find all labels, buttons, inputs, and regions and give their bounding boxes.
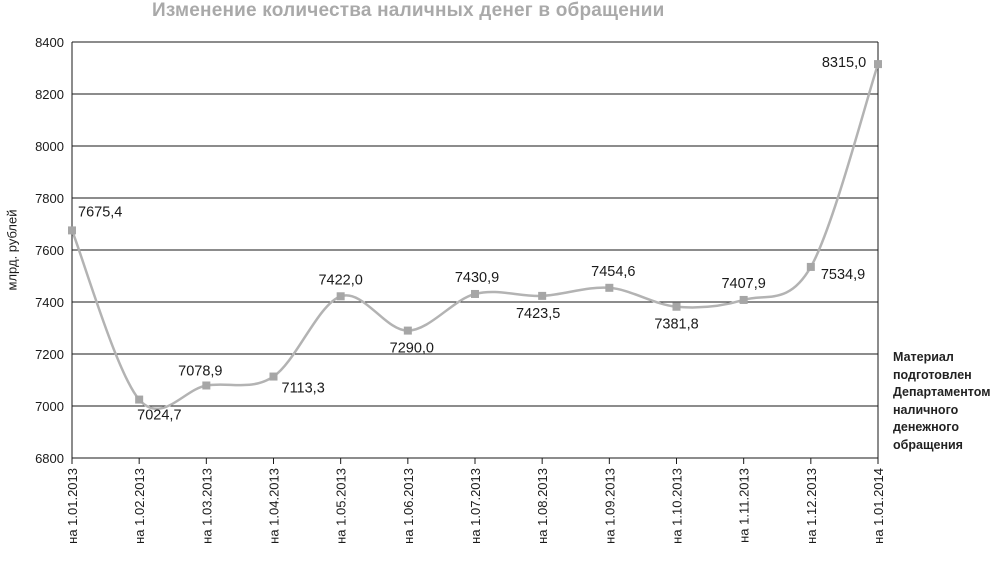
data-point <box>807 263 815 271</box>
data-point <box>404 327 412 335</box>
x-tick-label: на 1.01.2013 <box>65 468 80 544</box>
y-tick-label: 7400 <box>35 295 64 310</box>
chart-title: Изменение количества наличных денег в обращении <box>152 0 665 21</box>
data-label: 7454,6 <box>591 263 636 280</box>
data-label: 7407,9 <box>721 275 766 292</box>
x-tick-labels <box>65 458 886 544</box>
y-tick-label: 8000 <box>35 139 64 154</box>
data-point <box>538 292 546 300</box>
data-label: 7422,0 <box>318 272 363 289</box>
note-line: наличного <box>893 402 959 417</box>
note-line: Материал <box>893 350 954 364</box>
data-point <box>605 284 613 292</box>
x-tick-label: на 1.05.2013 <box>333 468 349 544</box>
data-label: 7534,9 <box>820 266 866 283</box>
x-tick-label: на 1.04.2013 <box>266 468 282 544</box>
data-point <box>337 292 345 300</box>
x-tick-label: на 1.02.2013 <box>132 468 148 544</box>
x-tick-label: на 1.10.2013 <box>669 468 685 544</box>
data-label: 7423,5 <box>515 305 561 322</box>
x-tick-label: на 1.01.2014 <box>871 468 886 544</box>
data-label: 7675,4 <box>78 204 123 221</box>
data-labels <box>78 55 866 423</box>
series-line <box>72 64 878 409</box>
source-note <box>893 349 1003 454</box>
data-point <box>471 290 479 298</box>
y-tick-labels <box>35 35 64 466</box>
x-tick-label: на 1.06.2013 <box>400 468 416 544</box>
y-tick-label: 7200 <box>35 347 64 362</box>
x-tick-label: на 1.08.2013 <box>535 468 551 544</box>
y-tick-label: 7600 <box>35 243 64 258</box>
data-label: 7430,9 <box>454 269 500 286</box>
note-line: подготовлен <box>893 367 972 382</box>
x-tick-label: на 1.09.2013 <box>602 468 618 544</box>
data-label: 7078,9 <box>178 363 223 380</box>
data-label: 7024,7 <box>137 407 182 424</box>
data-point <box>673 303 681 311</box>
data-label: 7113,3 <box>281 380 325 397</box>
y-tick-label: 8200 <box>35 87 64 102</box>
y-axis-label: млрд. рублей <box>4 209 20 291</box>
y-tick-label: 7000 <box>35 399 64 414</box>
x-tick-label: на 1.07.2013 <box>468 468 483 544</box>
data-label: 8315,0 <box>821 55 867 72</box>
data-point <box>270 373 278 381</box>
y-tick-label: 8400 <box>35 35 64 50</box>
y-tick-label: 7800 <box>35 191 64 206</box>
data-point <box>68 226 76 234</box>
y-tick-label: 6800 <box>35 451 64 466</box>
data-label: 7381,8 <box>654 316 699 333</box>
gridlines <box>72 42 878 458</box>
x-tick-label: на 1.11.2013 <box>736 468 752 543</box>
note-line: денежного <box>893 420 959 434</box>
series-line-path <box>72 64 878 409</box>
data-point <box>135 396 143 404</box>
note-line: Департаментом <box>893 385 991 399</box>
data-point <box>740 296 748 304</box>
x-tick-label: на 1.03.2013 <box>199 468 215 544</box>
note-line: обращения <box>893 437 963 452</box>
x-tick-label: на 1.12.2013 <box>803 468 819 544</box>
data-point <box>874 60 882 68</box>
data-label: 7290,0 <box>389 340 435 357</box>
data-point <box>202 381 210 389</box>
series-markers <box>68 60 882 403</box>
